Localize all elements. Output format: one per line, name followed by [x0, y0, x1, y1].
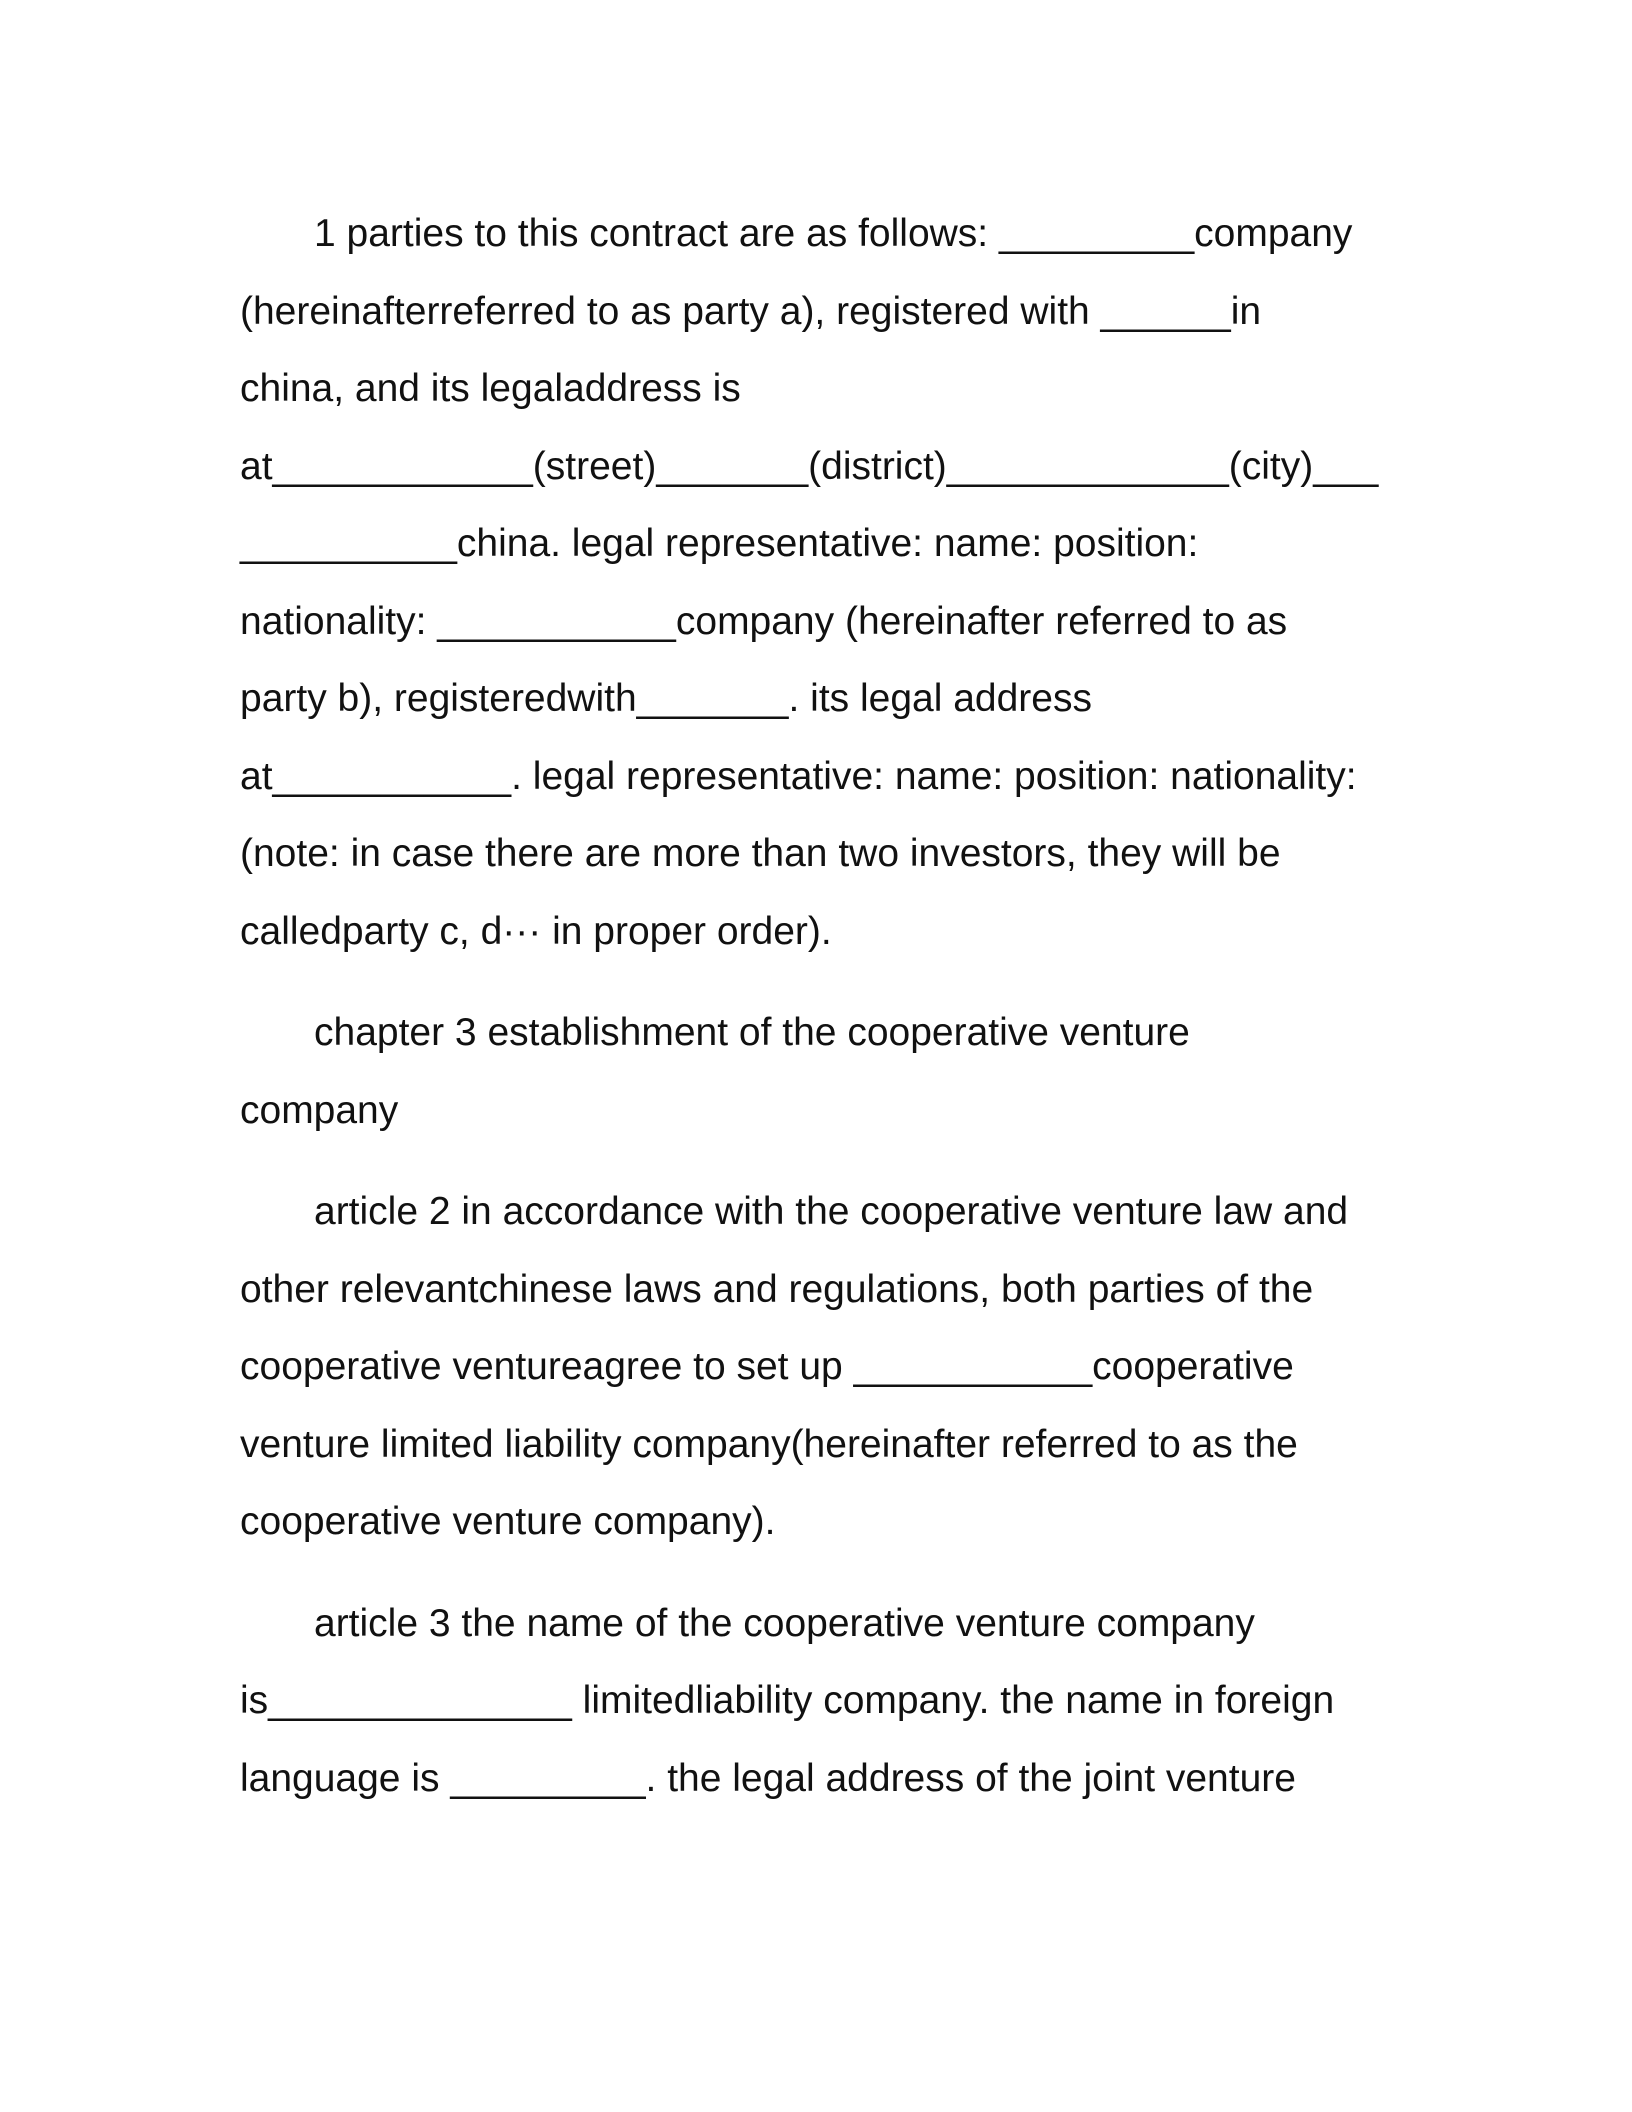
paragraph-article-3	[240, 1585, 1420, 1818]
paragraph-parties	[240, 195, 1420, 970]
text-line: is______________ limitedliability company. the name in foreign	[240, 1679, 1335, 1722]
text-line: article 3 the name of the cooperative venture company	[314, 1601, 1255, 1645]
text-line: company	[240, 1088, 399, 1132]
paragraph-gap	[240, 970, 1420, 994]
text-line: (hereinafterreferred to as party a), registered with ______in	[240, 289, 1262, 333]
text-line: 1 parties to this contract are as follows: _________company	[314, 212, 1353, 255]
text-line: (note: in case there are more than two investors, they will be	[240, 832, 1281, 875]
text-line: __________china. legal representative: name: position:	[240, 522, 1199, 565]
text-line: nationality: ___________company (hereinafter referred to as	[240, 599, 1288, 643]
text-line: cooperative venture company).	[240, 1500, 776, 1543]
text-line: language is _________. the legal address of the joint venture	[240, 1756, 1296, 1800]
text-line: calledparty c, d··· in proper order).	[240, 909, 832, 953]
text-line: venture limited liability company(hereinafter referred to as the	[240, 1422, 1298, 1466]
paragraph-gap	[240, 1149, 1420, 1173]
text-line: at___________. legal representative: name: position: nationality:	[240, 754, 1357, 798]
text-line: party b), registeredwith_______. its legal address	[240, 677, 1092, 720]
paragraph-article-2	[240, 1173, 1420, 1561]
contract-text	[240, 195, 1420, 1817]
text-line: other relevantchinese laws and regulations, both parties of the	[240, 1267, 1314, 1311]
text-line: chapter 3 establishment of the cooperative venture	[314, 1011, 1190, 1054]
text-line: china, and its legaladdress is	[240, 367, 741, 410]
chapter-heading	[240, 994, 1420, 1149]
paragraph-gap	[240, 1561, 1420, 1585]
text-line: article 2 in accordance with the cooperative venture law and	[314, 1190, 1349, 1233]
text-line: at____________(street)_______(district)_____________(city)___	[240, 444, 1379, 488]
text-line: cooperative ventureagree to set up ___________cooperative	[240, 1345, 1294, 1388]
